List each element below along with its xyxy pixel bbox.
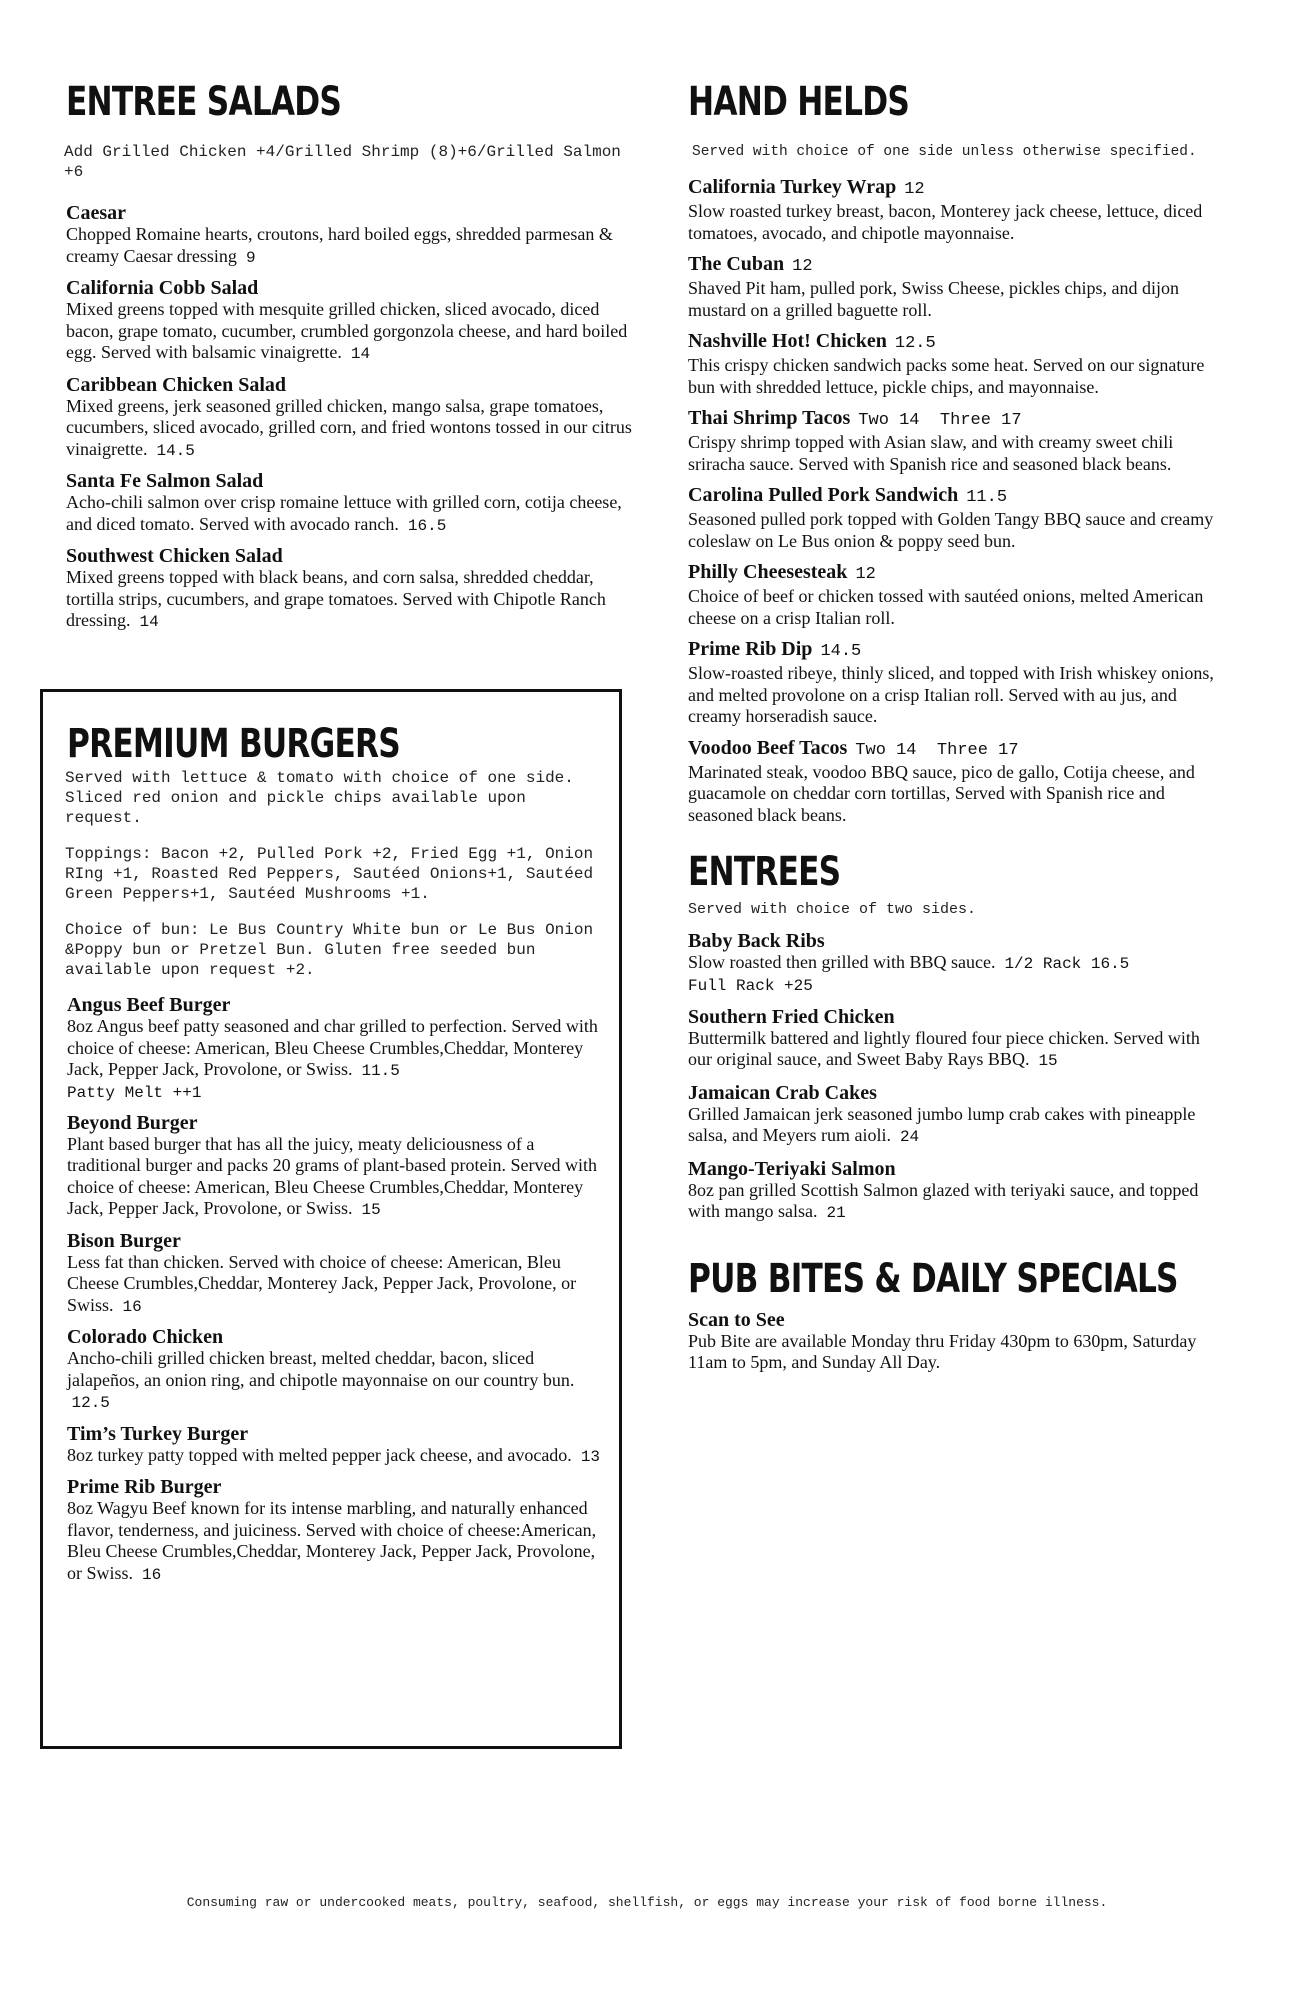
entrees-note: Served with choice of two sides.: [688, 901, 977, 918]
item-desc: Buttermilk battered and lightly floured four piece chicken. Served with our original sauce, and Sweet Baby Rays BBQ. 15: [688, 1027, 1200, 1070]
item-price: 15: [361, 1201, 381, 1219]
menu-item: [688, 407, 1228, 475]
item-price: Two 14 Three 17: [858, 411, 1022, 430]
item-price: 14.5: [820, 642, 862, 661]
menu-item: [688, 737, 1228, 827]
item-desc: Less fat than chicken. Served with choice of cheese: American, Bleu Cheese Crumbles,Cheddar, Monterey Jack, Pepper Jack, Provolone, or Swiss. 16: [67, 1251, 577, 1316]
menu-item: [688, 561, 1228, 629]
entrees-section: [688, 848, 1228, 1225]
item-desc: Chopped Romaine hearts, croutons, hard boiled eggs, shredded parmesan & creamy Caesar dressing 9: [66, 224, 613, 267]
menu-item: [66, 545, 646, 634]
item-name: Scan to See: [688, 1308, 785, 1331]
item-name: Southwest Chicken Salad: [66, 545, 283, 567]
item-desc: Acho-chili salmon over crisp romaine lettuce with grilled corn, cotija cheese, and diced tomato. Served with avocado ranch. 16.5: [66, 492, 622, 535]
item-desc: Slow roasted then grilled with BBQ sauce. 1/2 Rack 16.5: [688, 952, 1130, 973]
item-extra: Full Rack +25: [688, 976, 813, 995]
menu-item: [688, 484, 1228, 552]
entree-salads-note: Add Grilled Chicken +4/Grilled Shrimp (8)+6/Grilled Salmon +6: [64, 143, 621, 181]
entree-salads-section: [66, 78, 646, 634]
item-name: Prime Rib Dip: [688, 638, 813, 660]
item-desc: This crispy chicken sandwich packs some heat. Served on our signature bun with shredded lettuce, pickle chips, and mayonnaise.: [688, 355, 1205, 397]
menu-item: [688, 638, 1228, 728]
item-price: 12.5: [894, 334, 936, 353]
item-price: 16: [122, 1297, 142, 1316]
item-name: Prime Rib Burger: [67, 1476, 222, 1498]
menu-item: [67, 1476, 607, 1586]
premium-burgers-toppings: Toppings: Bacon +2, Pulled Pork +2, Fried Egg +1, Onion RIng +1, Roasted Red Peppers, Sautéed Onions+1, Sautéed Green Peppers+1, Sautéed Mushrooms +1.: [65, 845, 594, 903]
item-price: 11.5: [361, 1062, 400, 1080]
item-price: Two 14 Three 17: [855, 740, 1019, 760]
item-desc: Mixed greens topped with mesquite grilled chicken, sliced avocado, diced bacon, grape tomato, cucumber, crumbled gorgonzola cheese, and hard boiled egg. Served with balsamic vinaigrette. 14: [66, 299, 628, 363]
item-price: 14.5: [156, 441, 195, 460]
item-name: Voodoo Beef Tacos: [688, 736, 848, 759]
premium-burgers-note: Served with lettuce & tomato with choice of one side. Sliced red onion and pickle chips available upon request.: [65, 769, 574, 827]
item-name-row: [688, 407, 1228, 432]
item-name: Caribbean Chicken Salad: [66, 373, 287, 396]
entrees-title: ENTREES: [688, 849, 841, 895]
menu-item: [688, 253, 1228, 321]
item-desc: 8oz turkey patty topped with melted pepper jack cheese, and avocado. 13: [67, 1444, 601, 1466]
menu-item: [688, 1309, 1228, 1374]
item-desc: Shaved Pit ham, pulled pork, Swiss Cheese, pickles chips, and dijon mustard on a grilled baguette roll.: [688, 278, 1179, 320]
premium-burgers-content: [67, 720, 607, 1586]
menu-item: [66, 470, 646, 537]
item-price: 24: [899, 1128, 920, 1146]
menu-item: [688, 930, 1228, 997]
menu-item: [688, 176, 1228, 244]
item-desc: Ancho-chili grilled chicken breast, melted cheddar, bacon, sliced jalapeños, an onion ring, and chipotle mayonnaise on our country bun. 12.5: [67, 1348, 575, 1412]
item-name: Carolina Pulled Pork Sandwich: [688, 484, 959, 506]
item-desc: Crispy shrimp topped with Asian slaw, and with creamy sweet chili sriracha sauce. Served with Spanish rice and seasoned black beans.: [688, 432, 1174, 474]
item-name: Santa Fe Salmon Salad: [66, 470, 264, 492]
item-desc: Plant based burger that has all the juicy, meaty deliciousness of a traditional burger and packs 20 grams of plant-based protein. Served with choice of cheese: American, Bleu Cheese Crumbles,Cheddar, Monterey Jack, Pepper Jack, Provolone, or Swiss. 15: [67, 1133, 598, 1219]
menu-item: [688, 1082, 1228, 1149]
item-name-row: [688, 484, 1228, 509]
item-name-row: [688, 253, 1228, 278]
item-name-row: [688, 561, 1228, 586]
item-price: 14: [139, 613, 159, 631]
item-name: California Turkey Wrap: [688, 176, 897, 198]
item-name: Southern Fried Chicken: [688, 1005, 895, 1028]
pub-bites-title: PUB BITES & DAILY SPECIALS: [688, 1255, 1178, 1302]
premium-burgers-bun-choice: Choice of bun: Le Bus Country White bun or Le Bus Onion &Poppy bun or Pretzel Bun. Gluten free seeded bun available upon request +2.: [65, 921, 594, 979]
item-name: Jamaican Crab Cakes: [688, 1081, 877, 1104]
menu-item: [688, 330, 1228, 398]
item-name: Caesar: [66, 202, 126, 224]
hand-helds-note: Served with choice of one side unless otherwise specified.: [692, 144, 1197, 160]
item-name: Philly Cheesesteak: [688, 561, 848, 583]
premium-burgers-section: [40, 689, 622, 1749]
menu-item: [688, 1158, 1228, 1225]
item-name: Bison Burger: [67, 1229, 181, 1252]
hand-helds-title: HAND HELDS: [688, 79, 910, 125]
item-name: Baby Back Ribs: [688, 930, 825, 952]
item-name: Angus Beef Burger: [67, 994, 231, 1016]
hand-helds-section: [688, 78, 1228, 826]
entree-salads-title: ENTREE SALADS: [66, 79, 342, 125]
menu-item: [66, 202, 646, 269]
item-price: 13: [580, 1447, 601, 1466]
item-name: Tim’s Turkey Burger: [67, 1422, 249, 1445]
menu-item: [67, 1326, 607, 1415]
menu-item: [66, 374, 646, 463]
item-price: 11.5: [966, 488, 1008, 507]
item-name-row: [688, 638, 1228, 663]
item-extra: Patty Melt ++1: [67, 1083, 202, 1102]
item-price: 12: [792, 257, 813, 276]
item-name: California Cobb Salad: [66, 277, 259, 299]
menu-item: [67, 1112, 607, 1222]
right-column: [688, 78, 1228, 1374]
item-name-row: [688, 176, 1228, 201]
item-price: 12: [855, 565, 876, 584]
premium-burgers-title: PREMIUM BURGERS: [67, 721, 400, 767]
item-desc: Mixed greens, jerk seasoned grilled chicken, mango salsa, grape tomatoes, cucumbers, sliced avocado, grilled corn, and fried wontons tossed in our citrus vinaigrette. 14.5: [66, 395, 632, 460]
item-desc: Slow roasted turkey breast, bacon, Monterey jack cheese, lettuce, diced tomatoes, avocado, and chipotle mayonnaise.: [688, 201, 1203, 243]
item-name: Thai Shrimp Tacos: [688, 407, 851, 429]
item-name: The Cuban: [688, 253, 785, 275]
menu-item: [688, 1006, 1228, 1073]
item-price: 21: [826, 1204, 846, 1222]
item-name: Nashville Hot! Chicken: [688, 330, 887, 352]
item-price: 15: [1038, 1052, 1058, 1070]
item-desc: Pub Bite are available Monday thru Friday 430pm to 630pm, Saturday 11am to 5pm, and Sunday All Day.: [688, 1330, 1197, 1372]
menu-item: [66, 277, 646, 366]
item-price: 14: [350, 345, 371, 363]
item-name: Beyond Burger: [67, 1111, 198, 1134]
menu-item: [67, 994, 607, 1104]
item-price: 1/2 Rack 16.5: [1004, 955, 1130, 973]
item-price: 12.5: [71, 1394, 110, 1412]
item-name-row: [688, 330, 1228, 355]
item-desc: Choice of beef or chicken tossed with sautéed onions, melted American cheese on a crisp Italian roll.: [688, 586, 1204, 628]
item-name: Colorado Chicken: [67, 1326, 224, 1348]
item-desc: Slow-roasted ribeye, thinly sliced, and topped with Irish whiskey onions, and melted provolone on a crisp Italian roll. Served with au jus, and creamy horseradish sauce.: [688, 663, 1214, 726]
item-desc: Seasoned pulled pork topped with Golden Tangy BBQ sauce and creamy coleslaw on Le Bus onion & poppy seed bun.: [688, 509, 1214, 551]
menu-item: [67, 1423, 607, 1469]
item-desc: Mixed greens topped with black beans, and corn salsa, shredded cheddar, tortilla strips, cucumbers, and grape tomatoes. Served with Chipotle Ranch dressing. 14: [66, 567, 606, 631]
item-desc: 8oz Wagyu Beef known for its intense marbling, and naturally enhanced flavor, tenderness, and juiciness. Served with choice of cheese:American, Bleu Cheese Crumbles,Cheddar, Monterey Jack, Pepper Jack, Provolone, or Swiss. 16: [67, 1498, 597, 1584]
item-name-row: [688, 737, 1228, 762]
allergy-disclaimer: Consuming raw or undercooked meats, poultry, seafood, shellfish, or eggs may increase your risk of food borne illness.: [186, 1895, 1108, 1910]
item-price: 16: [142, 1565, 162, 1584]
item-name: Mango-Teriyaki Salmon: [688, 1157, 896, 1180]
item-price: 9: [245, 248, 256, 267]
item-desc: 8oz Angus beef patty seasoned and char grilled to perfection. Served with choice of cheese: American, Bleu Cheese Crumbles,Cheddar, Monterey Jack, Pepper Jack, Provolone, or Swiss. 11.5: [67, 1016, 598, 1080]
menu-item: [67, 1230, 607, 1319]
pub-bites-section: [688, 1255, 1228, 1374]
item-desc: Grilled Jamaican jerk seasoned jumbo lump crab cakes with pineapple salsa, and Meyers rum aioli. 24: [688, 1103, 1196, 1146]
item-desc: Marinated steak, voodoo BBQ sauce, pico de gallo, Cotija cheese, and guacamole on cheddar corn tortillas, Served with Spanish rice and seasoned black beans.: [688, 761, 1195, 825]
item-price: 16.5: [407, 516, 447, 535]
item-desc: 8oz pan grilled Scottish Salmon glazed with teriyaki sauce, and topped with mango salsa. 21: [688, 1179, 1199, 1222]
item-price: 12: [904, 180, 925, 199]
